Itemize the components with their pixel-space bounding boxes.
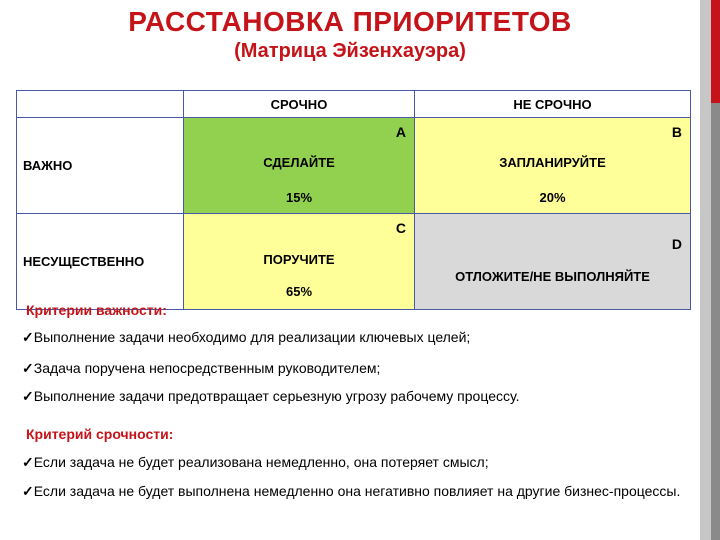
quadrant-b	[415, 118, 691, 214]
quadrant-a-action: СДЕЛАЙТЕ	[263, 155, 335, 170]
quadrant-c-letter: C	[395, 220, 406, 236]
checkmark-icon: ✓	[22, 454, 34, 470]
quadrant-a	[184, 118, 415, 214]
quadrant-a-letter: A	[395, 124, 406, 140]
quadrant-b-action: ЗАПЛАНИРУЙТЕ	[499, 155, 606, 170]
importance-criteria-title: Критерии важности:	[26, 302, 167, 318]
page-title: РАССТАНОВКА ПРИОРИТЕТОВ	[128, 6, 572, 37]
importance-item: ✓Выполнение задачи предотвращает серьезную угрозу рабочему процессу.	[22, 388, 520, 404]
checkmark-icon: ✓	[22, 329, 34, 345]
eisenhower-matrix	[16, 90, 691, 310]
quadrant-c-percent: 65%	[285, 284, 313, 299]
matrix-header-row	[17, 91, 691, 118]
importance-item: ✓Выполнение задачи необходимо для реализации ключевых целей;	[22, 329, 471, 345]
urgency-criteria-title: Критерий срочности:	[26, 426, 174, 442]
quadrant-a-percent: 15%	[285, 190, 313, 205]
checkmark-icon: ✓	[22, 483, 34, 499]
urgency-item: ✓Если задача не будет выполнена немедленно она негативно повлияет на другие бизнес-процессы.	[22, 483, 681, 499]
matrix-corner-cell	[17, 91, 184, 118]
quadrant-d	[415, 214, 691, 310]
side-accent-bar	[711, 0, 720, 103]
quadrant-b-percent: 20%	[539, 190, 566, 205]
quadrant-b-letter: B	[671, 124, 682, 140]
checkmark-icon: ✓	[22, 388, 34, 404]
row-label-unimportant: НЕСУЩЕСТВЕННО	[17, 214, 184, 310]
quadrant-c	[184, 214, 415, 310]
checkmark-icon: ✓	[22, 360, 34, 376]
urgency-item: ✓Если задача не будет реализована немедленно, она потеряет смысл;	[22, 454, 489, 470]
quadrant-d-action: ОТЛОЖИТЕ/НЕ ВЫПОЛНЯЙТЕ	[455, 269, 650, 284]
header-not-urgent: НЕ СРОЧНО	[415, 91, 691, 118]
header-urgent: СРОЧНО	[184, 91, 415, 118]
page-subtitle: (Матрица Эйзенхауэра)	[234, 40, 466, 62]
quadrant-d-letter: D	[671, 236, 682, 252]
matrix-row-unimportant	[17, 214, 691, 310]
importance-item: ✓Задача поручена непосредственным руководителем;	[22, 360, 381, 376]
row-label-important: ВАЖНО	[17, 118, 184, 214]
quadrant-c-action: ПОРУЧИТЕ	[263, 252, 335, 267]
matrix-row-important	[17, 118, 691, 214]
side-decoration-bar	[700, 0, 711, 540]
